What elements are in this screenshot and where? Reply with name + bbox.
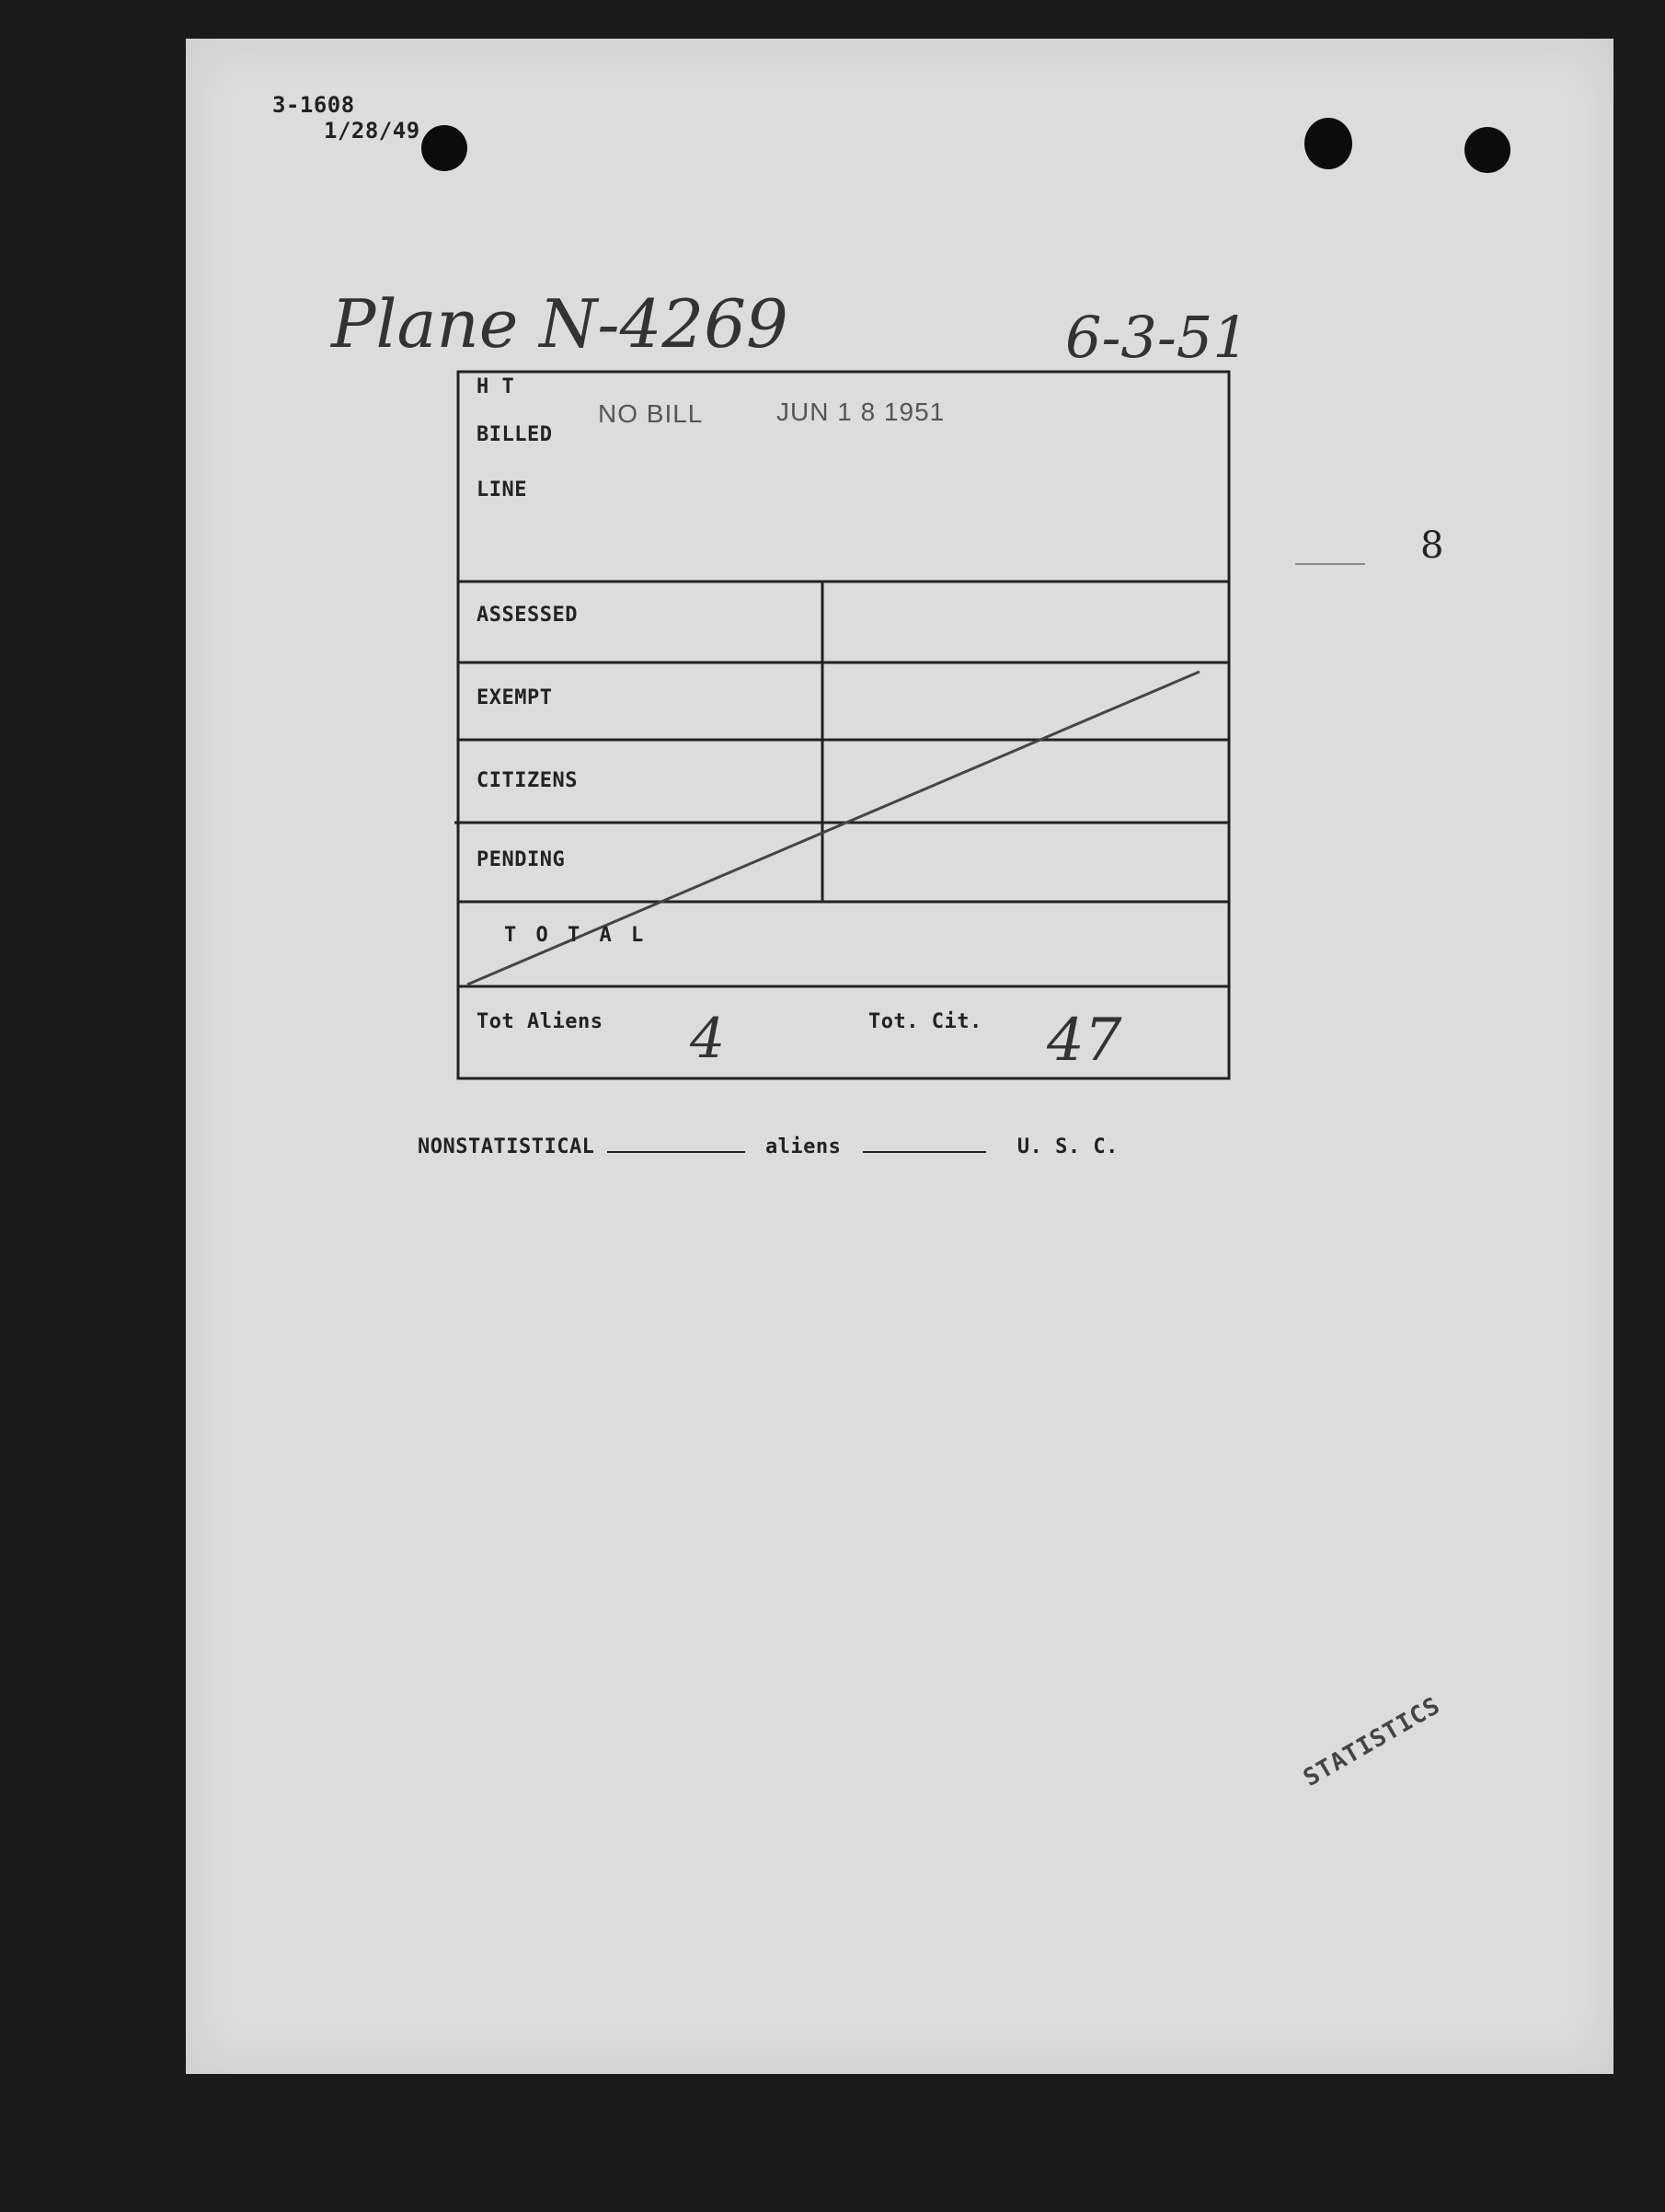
- row-label-assessed: ASSESSED: [477, 604, 578, 627]
- form-border: [458, 372, 1229, 1078]
- tot-aliens-label: Tot Aliens: [477, 1010, 603, 1033]
- date-handwritten: 6-3-51: [1065, 304, 1249, 371]
- statistics-stamp: STATISTICS: [1299, 1691, 1446, 1792]
- aliens-label: aliens: [764, 1135, 842, 1158]
- form-grid: [186, 39, 1613, 2074]
- row-label-billed: BILLED: [477, 423, 553, 446]
- tot-cit-value: 47: [1047, 1007, 1122, 1075]
- margin-number: 8: [1420, 524, 1444, 567]
- tot-aliens-value: 4: [690, 1007, 726, 1071]
- aliens-blank: [863, 1151, 986, 1153]
- row-label-pending: PENDING: [477, 848, 566, 871]
- date-stamp: JUN 1 8 1951: [776, 397, 946, 426]
- tot-cit-label: Tot. Cit.: [868, 1010, 982, 1033]
- usc-label: U. S. C.: [1016, 1135, 1119, 1158]
- row-label-line: LINE: [477, 478, 527, 501]
- document-page: [186, 39, 1613, 2074]
- row-label-ht: H T: [477, 375, 515, 398]
- nonstatistical-label: NONSTATISTICAL: [418, 1135, 595, 1158]
- row-label-exempt: EXEMPT: [477, 686, 553, 709]
- row-label-citizens: CITIZENS: [477, 769, 578, 792]
- nonstatistical-line: [418, 1135, 1119, 1158]
- no-bill-stamp: NO BILL: [598, 399, 704, 428]
- form-number: 3-1608: [272, 92, 355, 118]
- nonstatistical-blank: [607, 1151, 745, 1153]
- form-revision: 1/28/49: [324, 118, 420, 144]
- plane-number-handwritten: Plane N-4269: [331, 285, 788, 363]
- row-label-total: T O T A L: [504, 924, 648, 947]
